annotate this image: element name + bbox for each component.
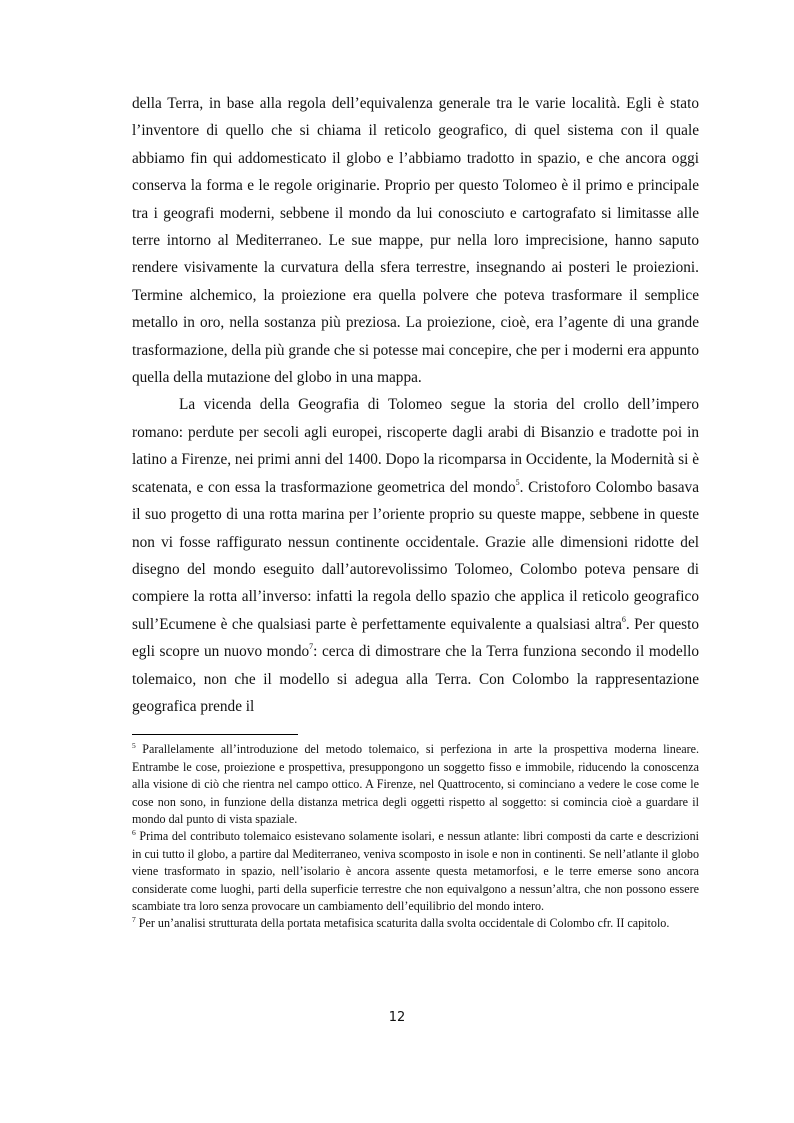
page-number: 12 — [388, 1010, 406, 1025]
footnote-6 — [132, 828, 699, 915]
footnote-7 — [132, 915, 699, 932]
paragraph-1: della Terra, in base alla regola dell’equivalenza generale tra le varie località. Egli è stato l’inventore di quello che si chiama il reticolo geografico, di quel sistema con il quale abbiamo fin qui addomesticato il globo e l’abbiamo tradotto in spazio, e che ancora oggi conserva la forma e le regole originarie. Proprio per questo Tolomeo è il primo e principale tra i geografi moderni, sebbene il mondo da lui conosciuto e cartografato si limitasse alle terre intorno al Mediterraneo. Le sue mappe, pur nella loro imprecisione, hanno saputo rendere visivamente la curvatura della sfera terrestre, insegnando ai posteri le proiezioni. Termine alchemico, la proiezione era quella polvere che poteva trasformare il semplice metallo in oro, nella sostanza più preziosa. La proiezione, cioè, era l’agente di una grande trasformazione, della più grande che si potesse mai concepire, che per i moderni era appunto quella della mutazione del globo in una mappa. — [132, 95, 699, 387]
footnote-separator — [132, 734, 298, 735]
paragraph-2 — [132, 391, 699, 720]
footnote-ref-5[interactable]: 5 — [515, 477, 520, 487]
paragraph-2-text: . Per questo egli scopre un nuovo mondo — [132, 615, 699, 661]
paragraph-2-text: La vicenda della Geografia di Tolomeo segue la storia del crollo dell’impero romano: perdute per secoli agli europei, riscoperte dagli arabi di Bisanzio e tradotte poi in latino a Firenze, nei primi anni del 1400. Dopo la ricomparsa in Occidente, la Modernità si è scatenata, e con essa la trasformazione geometrica del mondo — [132, 396, 699, 496]
footnote-number: 5 — [132, 741, 136, 751]
body-text — [132, 90, 699, 720]
footnote-5 — [132, 741, 699, 828]
footnote-text: Per un’analisi strutturata della portata metafisica scaturita dalla svolta occidentale di Colombo cfr. II capitolo. — [138, 916, 670, 931]
footnote-number: 7 — [132, 915, 136, 925]
footnote-ref-6[interactable]: 6 — [621, 614, 626, 624]
footnote-ref-7[interactable]: 7 — [309, 642, 314, 652]
footnotes — [132, 741, 699, 932]
paragraph-2-text: . Cristoforo Colombo basava il suo progetto di una rotta marina per l’oriente proprio su queste mappe, sebbene in queste non vi fosse raffigurato nessun continente occidentale. Grazie alle dimensioni ridotte del disegno del mondo eseguito dall’autorevolissimo Tolomeo, Colombo poteva pensare di compiere la rotta all’inverso: infatti la regola dello spazio che applica il reticolo geografico sull’Ecumene è che qualsiasi parte è perfettamente equivalente a qualsiasi altra — [132, 478, 699, 633]
footnote-text: Parallelamente all’introduzione del metodo tolemaico, si perfeziona in arte la prospettiva moderna lineare. Entrambe le cose, proiezione e prospettiva, presuppongono un soggetto fisso e immobile, riducendo la conoscenza alla visione di ciò che rientra nel campo ottico. A Firenze, nel Quattrocento, si cominciano a vedere le cose come le cose non sono, in funzione della distanza metrica degli oggetti rispetto al soggetto: si comincia cioè a guardare il mondo dal punto di vista spaziale. — [132, 742, 699, 826]
document-page — [132, 90, 699, 933]
footnote-number: 6 — [132, 828, 136, 838]
paragraph-2-text: : cerca di dimostrare che la Terra funziona secondo il modello tolemaico, non che il modello si adegua alla Terra. Con Colombo la rappresentazione geografica prende il — [132, 643, 699, 715]
footnote-text: Prima del contributo tolemaico esistevano solamente isolari, e nessun atlante: libri composti da carte e descrizioni in cui tutto il globo, a partire dal Mediterraneo, veniva scomposto in isole e non in continenti. Se nell’atlante il globo viene trasformato in spazio, nell’isolario è ancora assente questa metamorfosi, e le terre emerse sono ancora considerate come luoghi, parti della superficie terrestre che non equivalgono a nessun’altra, che non possono essere scambiate tra loro senza provocare un cambiamento dell’equilibrio del mondo intero. — [132, 829, 699, 913]
